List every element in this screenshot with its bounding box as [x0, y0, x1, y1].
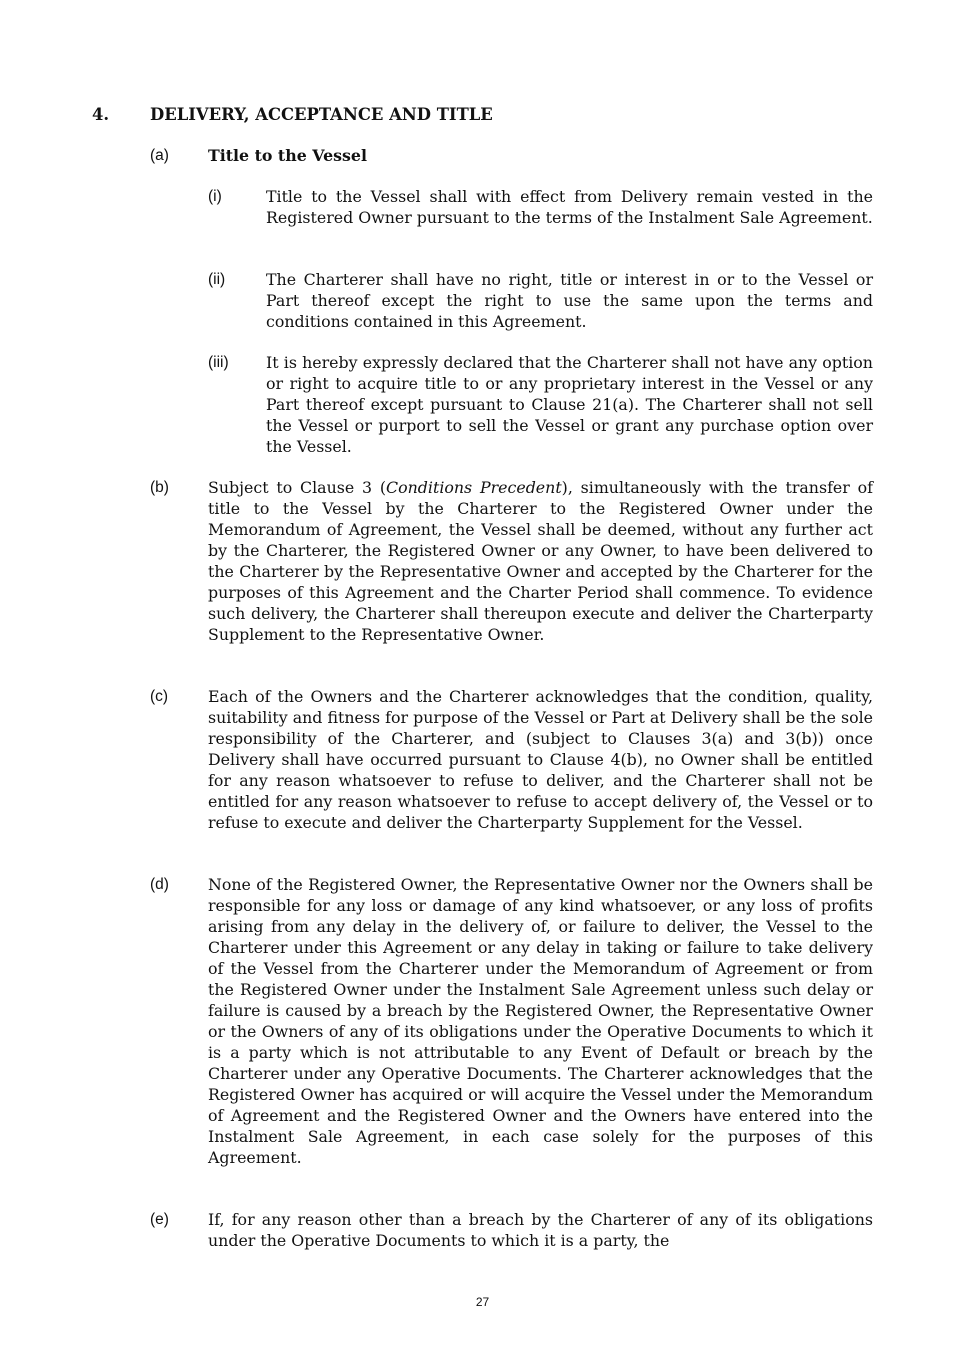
section-heading	[92, 104, 493, 126]
clause-a-i-label: (i)	[208, 188, 222, 205]
clause-a-i	[208, 186, 873, 228]
clause-b-text	[208, 477, 873, 645]
clause-b-label: (b)	[150, 479, 169, 496]
clause-a-ii-label: (ii)	[208, 271, 226, 288]
clause-a-iii-label: (iii)	[208, 354, 229, 371]
clause-b-text-before: Subject to Clause 3 (	[208, 478, 387, 497]
clause-a-ii-text: The Charterer shall have no right, title or interest in or to the Vessel or Part thereof except the right to use the same upon the terms and conditions contained in this Agreement.	[266, 270, 873, 331]
clause-c-label: (c)	[150, 688, 169, 705]
clause-e-label: (e)	[150, 1211, 169, 1228]
clause-a-iii-text: It is hereby expressly declared that the Charterer shall not have any option or right to acquire title to or any proprietary interest in the Vessel or any Part thereof except pursuant to Clause 21(a). The Charterer shall not sell the Vessel or purport to sell the Vessel or grant any purchase option over the Vessel.	[266, 353, 873, 456]
clause-a-iii	[208, 352, 873, 457]
clause-e-text: If, for any reason other than a breach by the Charterer of any of its obligations under the Operative Documents to which it is a party, the	[208, 1210, 873, 1250]
clause-d-text: None of the Registered Owner, the Representative Owner nor the Owners shall be responsible for any loss or damage of any kind whatsoever, or any loss of profits arising from any delay in the delivery of, or failure to deliver, the Vessel to the Charterer under this Agreement or any delay in taking or failure to take delivery of the Vessel from the Charterer under the Memorandum of Agreement or from the Registered Owner under the Instalment Sale Agreement unless such delay or failure is caused by a breach by the Registered Owner, the Representative Owner or the Owners of any of its obligations under the Operative Documents to which it is a party which is not attributable to any Event of Default or breach by the Charterer under any Operative Documents. The Charterer acknowledges that the Registered Owner has acquired or will acquire the Vessel under the Memorandum of Agreement and the Registered Owner and the Owners have entered into the Instalment Sale Agreement, in each case solely for the purposes of this Agreement.	[208, 875, 873, 1167]
clause-a-label: (a)	[150, 147, 169, 164]
clause-e	[150, 1209, 873, 1251]
clause-c-text: Each of the Owners and the Charterer acknowledges that the condition, quality, suitability and fitness for purpose of the Vessel or Part at Delivery shall be the sole responsibility of the Charterer, and (subject to Clauses 3(a) and 3(b)) once Delivery shall have occurred pursuant to Clause 4(b), no Owner shall be entitled for any reason whatsoever to refuse to deliver, and the Charterer shall not be entitled for any reason whatsoever to refuse to accept delivery of, the Vessel or to refuse to execute and deliver the Charterparty Supplement for the Vessel.	[208, 687, 873, 832]
clause-a-title: Title to the Vessel	[208, 146, 367, 165]
clause-b-text-italic: Conditions Precedent	[386, 478, 562, 497]
section-title: DELIVERY, ACCEPTANCE AND TITLE	[150, 105, 493, 124]
clause-c	[150, 686, 873, 833]
section-number: 4.	[92, 105, 110, 124]
clause-d-label: (d)	[150, 876, 169, 893]
clause-d	[150, 874, 873, 1168]
page-number: 27	[475, 1295, 490, 1309]
clause-b	[150, 477, 873, 645]
clause-a	[150, 145, 873, 166]
clause-a-i-text: Title to the Vessel shall with effect from Delivery remain vested in the Registered Owner pursuant to the terms of the Instalment Sale Agreement.	[266, 187, 873, 227]
clause-b-text-after: ), simultaneously with the transfer of title to the Vessel by the Charterer to the Registered Owner under the Memorandum of Agreement, the Vessel shall be deemed, without any further act by the Charterer, the Registered Owner or any Owner, to have been delivered to the Charterer by the Representative Owner and accepted by the Charterer for the purposes of this Agreement and the Charter Period shall commence. To evidence such delivery, the Charterer shall thereupon execute and deliver the Charterparty Supplement to the Representative Owner.	[208, 478, 873, 644]
clause-a-ii	[208, 269, 873, 332]
